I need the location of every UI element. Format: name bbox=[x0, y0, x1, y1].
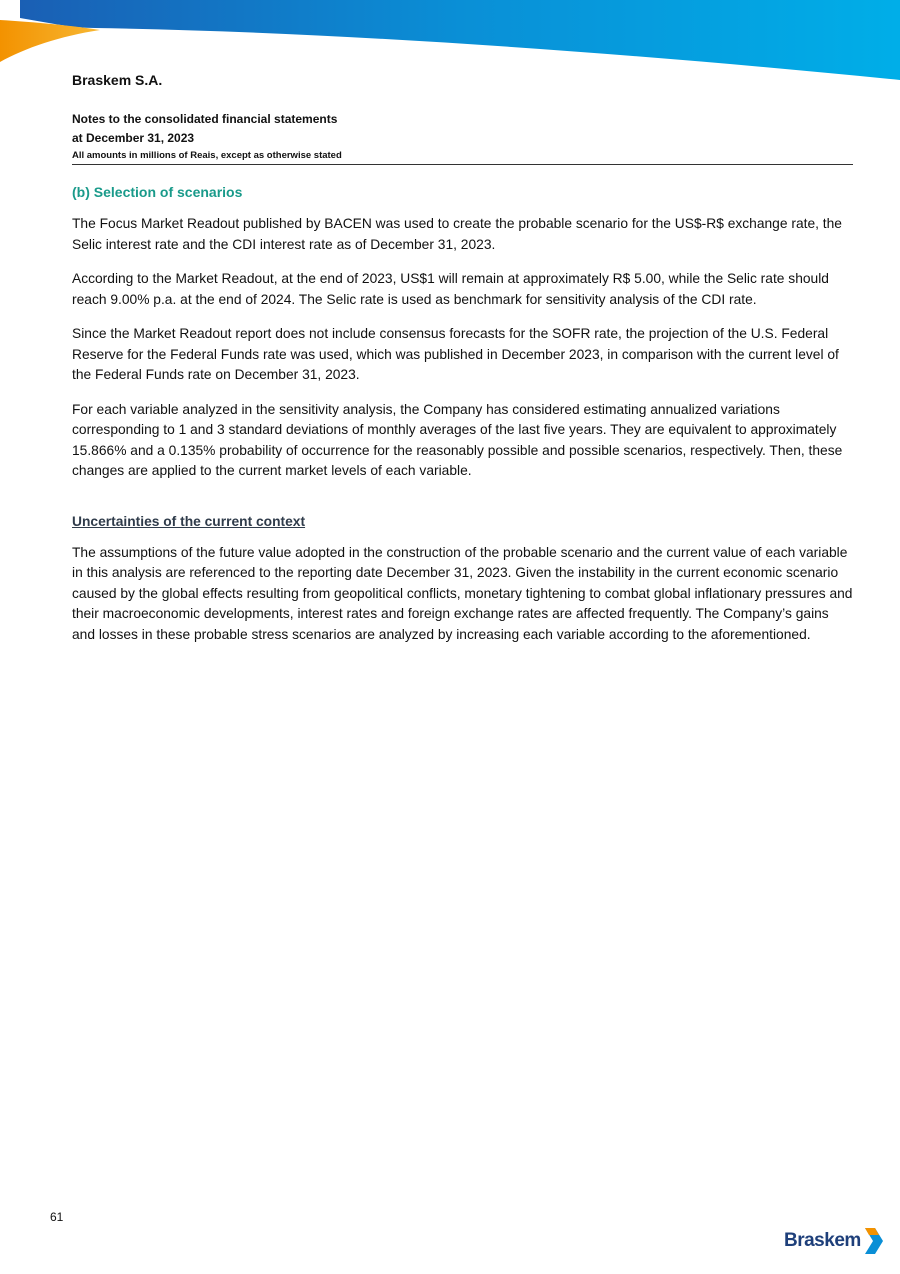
report-date: at December 31, 2023 bbox=[72, 131, 195, 145]
report-title: Notes to the consolidated financial statements bbox=[72, 112, 338, 126]
amounts-note: All amounts in millions of Reais, except as otherwise stated bbox=[72, 150, 342, 161]
braskem-logo bbox=[784, 1226, 885, 1256]
logo-text: Braskem bbox=[784, 1230, 861, 1251]
header-divider bbox=[72, 164, 853, 165]
section-title: (b) Selection of scenarios bbox=[72, 184, 243, 200]
paragraph: For each variable analyzed in the sensitivity analysis, the Company has considered estimating annualized variations corresponding to 1 and 3 standard deviations of monthly averages of the last five years. They are equivalent to approximately 15.866% and a 0.135% probability of occurrence for the reasonably possible and possible scenarios, respectively. Then, these changes are applied to the current market levels of each variable. bbox=[72, 401, 843, 478]
page-number: 61 bbox=[50, 1210, 64, 1224]
company-name: Braskem S.A. bbox=[72, 72, 163, 88]
logo-chevron-icon bbox=[863, 1226, 885, 1256]
paragraph: Since the Market Readout report does not include consensus forecasts for the SOFR rate, the projection of the U.S. Federal Reserve for the Federal Funds rate was used, which was published in December 2023, in comparison with the current level of the Federal Funds rate on December 31, 2023. bbox=[72, 326, 839, 382]
main-content bbox=[72, 184, 853, 659]
uncertainties-paragraph: The assumptions of the future value adopted in the construction of the probable scenario and the current value of each variable in this analysis are referenced to the reporting date December 31, 2023. Given the instability in the current economic scenario caused by the global effects resulting from geopolitical conflicts, monetary tightening to combat global inflationary pressures and their macroeconomic developments, interest rates and foreign exchange rates are affected frequently. The Company’s gains and losses in these probable stress scenarios are analyzed by increasing each variable according to the aforementioned. bbox=[72, 544, 853, 642]
uncertainties-heading: Uncertainties of the current context bbox=[72, 513, 306, 529]
paragraph: The Focus Market Readout published by BACEN was used to create the probable scenario for the US$-R$ exchange rate, the Selic interest rate and the CDI interest rate as of December 31, 2023. bbox=[72, 216, 842, 252]
paragraph: According to the Market Readout, at the end of 2023, US$1 will remain at approximately R$ 5.00, while the Selic rate should reach 9.00% p.a. at the end of 2024. The Selic rate is used as benchmark for sensitivity analysis of the CDI rate. bbox=[72, 271, 829, 307]
